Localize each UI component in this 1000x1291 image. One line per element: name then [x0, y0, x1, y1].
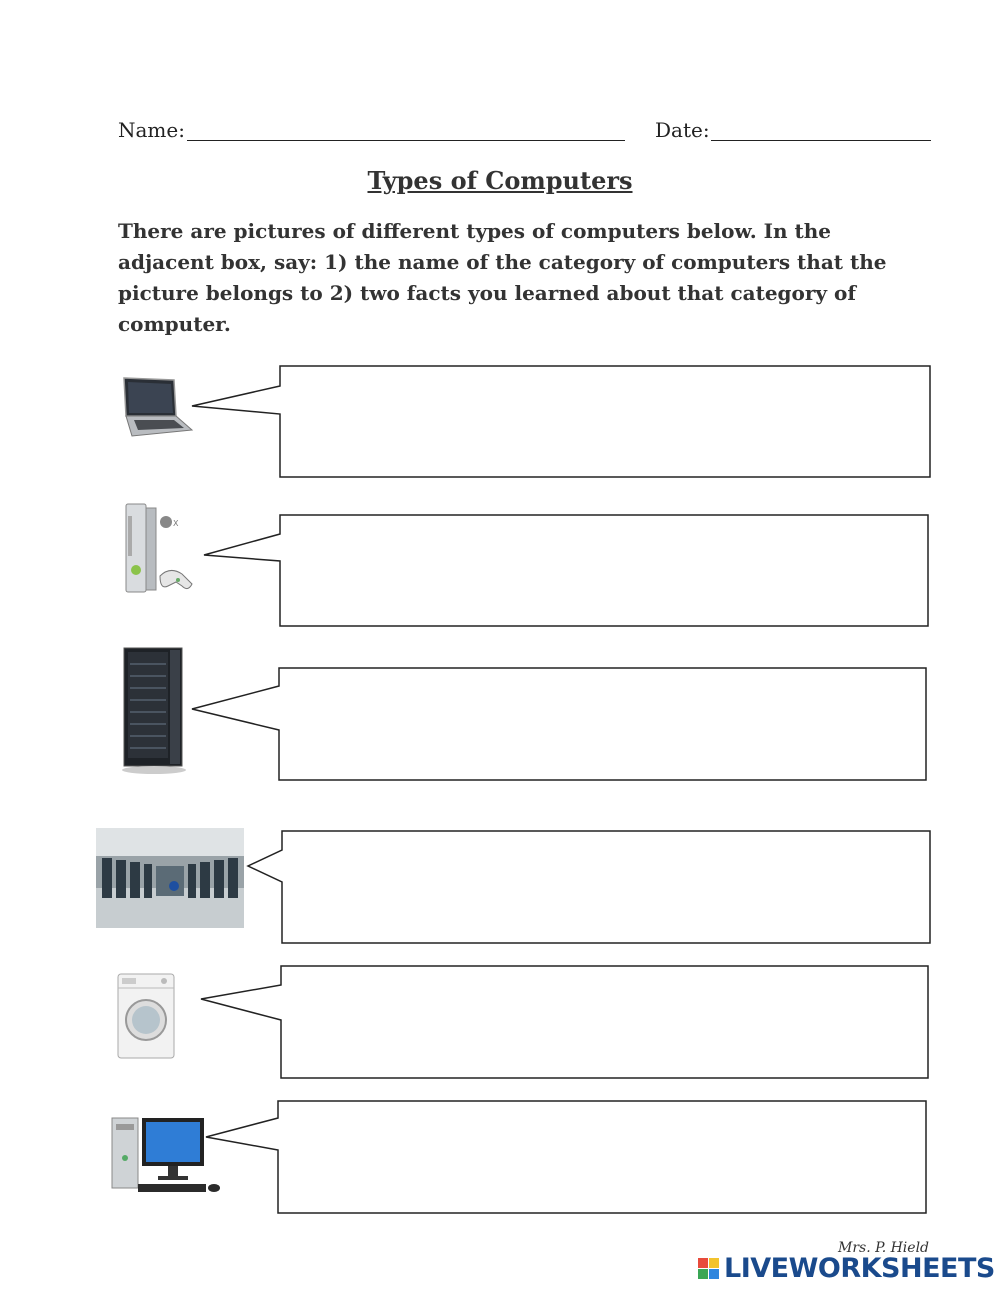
name-label: Name: — [118, 118, 185, 142]
instructions: There are pictures of different types of computers below. In the adjacent box, say: 1) the name of the category of computers that the picture belongs to 2) two facts you learned about that category of computer. — [118, 219, 887, 336]
answer-box-1[interactable] — [192, 366, 930, 477]
signature: Mrs. P. Hield — [838, 1240, 930, 1256]
washing-machine-icon — [112, 970, 182, 1062]
game-console-icon — [120, 500, 200, 596]
answer-box-4[interactable] — [248, 831, 930, 943]
svg-text:X: X — [173, 519, 179, 528]
liveworksheets-logo-icon — [698, 1258, 720, 1280]
server-rack-icon — [114, 644, 194, 776]
desktop-computer-icon — [108, 1114, 226, 1196]
supercomputer-room-icon — [96, 828, 244, 928]
answer-box-3[interactable] — [192, 668, 926, 780]
answer-box-2[interactable] — [204, 515, 928, 626]
answer-box-6[interactable] — [206, 1101, 926, 1213]
date-label: Date: — [655, 118, 710, 142]
answer-box-5[interactable] — [201, 966, 928, 1078]
page-title: Types of Computers — [367, 166, 633, 195]
laptop-icon — [112, 372, 196, 442]
brand-name: LIVEWORKSHEETS — [724, 1253, 995, 1284]
